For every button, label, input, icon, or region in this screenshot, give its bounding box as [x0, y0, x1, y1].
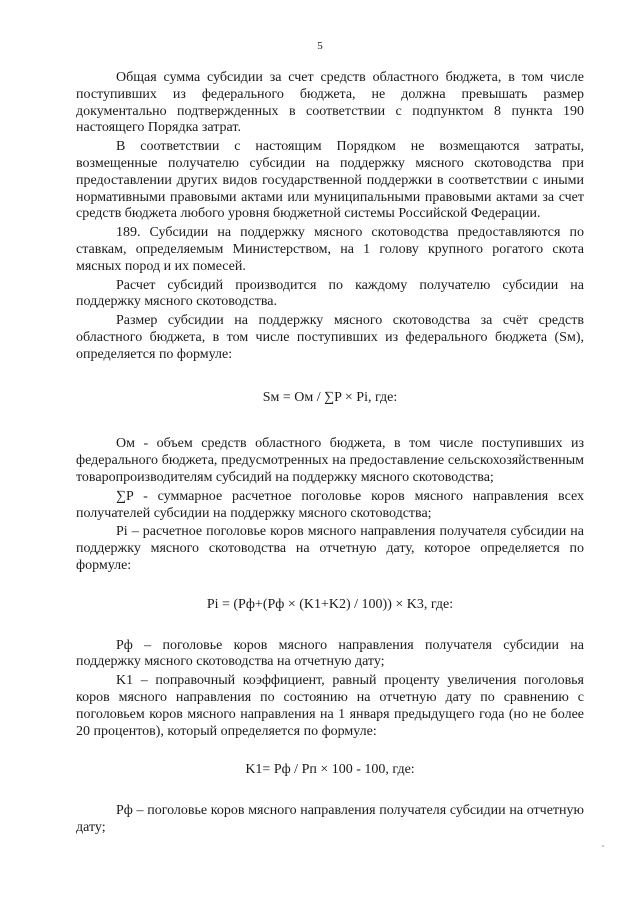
paragraph-not-reimbursed: В соответствии с настоящим Порядком не возмещаются затраты, возмещенные получателю субсидии на поддержку мясного скотоводства при предоставлении других видов государственной поддержки в соответствии с иными нормативными правовыми актами или муниципальными правовыми актами за счет средств бюджета любого уровня бюджетной системы Российской Федерации.	[76, 139, 584, 222]
paragraph-calculation: Расчет субсидий производится по каждому получателю субсидии на поддержку мясного скотоводства.	[76, 277, 584, 310]
definition-k1: K1 – поправочный коэффициент, равный проценту увеличения поголовья коров мясного направления по состоянию на отчетную дату по сравнению с поголовьем коров мясного направления на 1 января предыдущего года (но не более 20 процентов), который определяется по формуле:	[76, 673, 584, 739]
paragraph-total-subsidy: Общая сумма субсидии за счет средств областного бюджета, в том числе поступивших из федерального бюджета, не должна превышать размер документально подтвержденных в соответствии с подпунктом 8 пункта 190 настоящего Порядка затрат.	[76, 70, 584, 136]
definition-pf-2: Pф – поголовье коров мясного направления получателя субсидии на отчетную дату;	[76, 803, 584, 835]
paragraph-subsidy-size: Размер субсидии на поддержку мясного скотоводства за счёт средств областного бюджета, в том числе поступивших из федерального бюджета (Sм), определяется по формуле:	[76, 313, 584, 362]
definition-om: Oм - объем средств областного бюджета, в том числе поступивших из федерального бюджета, предусмотренных на предоставление сельскохозяйственным товаропроизводителям субсидий на поддержку мясного скотоводства;	[76, 436, 584, 485]
paragraph-189: 189. Субсидии на поддержку мясного скотоводства предоставляются по ставкам, определяемым Министерством, на 1 голову крупного рогатого скота мясных пород и их помесей.	[76, 225, 584, 274]
formula-k1: K1= Pф / Pп × 100 - 100, где:	[245, 762, 415, 778]
definition-pi: Pi – расчетное поголовье коров мясного направления получателя субсидии на поддержку мясного скотоводства на отчетную дату, которое определяется по формуле:	[76, 524, 584, 573]
scan-speck	[602, 845, 604, 847]
formula-sm: Sм = Oм / ∑P × Pi, где:	[262, 389, 398, 405]
document-body	[76, 70, 584, 839]
formula-pi: Pi = (Pф+(Pф × (K1+K2) / 100)) × K3, где:	[206, 596, 454, 612]
page-number: 5	[317, 40, 323, 52]
definition-pf: Pф – поголовье коров мясного направления получателя субсидии на поддержку мясного скотоводства на отчетную дату;	[76, 637, 584, 670]
definition-sum-p: ∑P - суммарное расчетное поголовье коров мясного направления всех получателей субсидии на поддержку мясного скотоводства;	[76, 488, 584, 521]
